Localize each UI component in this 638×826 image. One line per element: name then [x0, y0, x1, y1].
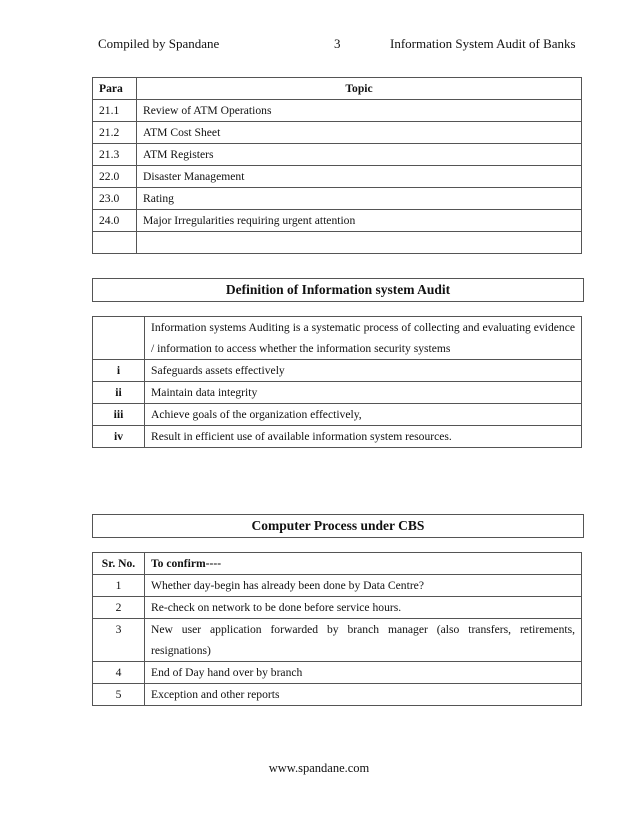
empty-cell — [137, 232, 582, 254]
item-text: Maintain data integrity — [145, 382, 582, 404]
definition-title: Definition of Information system Audit — [92, 278, 584, 302]
topic-cell: Major Irregularities requiring urgent attention — [137, 210, 582, 232]
col-header-sr: Sr. No. — [93, 553, 145, 575]
table-row — [93, 210, 582, 232]
col-header-confirm: To confirm---- — [145, 553, 582, 575]
definition-intro: Information systems Auditing is a systematic process of collecting and evaluating evidence / information to access whether the information security systems — [145, 317, 582, 360]
table-row — [93, 188, 582, 210]
footer-url: www.spandane.com — [268, 761, 370, 775]
item-number: i — [93, 360, 145, 382]
sr-cell: 2 — [93, 597, 145, 619]
empty-cell — [93, 232, 137, 254]
table-row — [93, 360, 582, 382]
confirm-cell: Whether day-begin has already been done by Data Centre? — [145, 575, 582, 597]
table-row — [93, 404, 582, 426]
topic-cell: ATM Cost Sheet — [137, 122, 582, 144]
contents-table — [92, 77, 582, 254]
para-cell: 24.0 — [93, 210, 137, 232]
table-row — [93, 100, 582, 122]
table-row — [93, 662, 582, 684]
topic-cell: Review of ATM Operations — [137, 100, 582, 122]
table-row — [93, 144, 582, 166]
col-header-para: Para — [93, 78, 137, 100]
page-header — [0, 36, 638, 56]
item-number: ii — [93, 382, 145, 404]
page-number: 3 — [334, 36, 341, 51]
item-text: Result in efficient use of available information system resources. — [145, 426, 582, 448]
table-row — [93, 166, 582, 188]
table-row — [93, 619, 582, 662]
intro-row — [93, 317, 582, 360]
table-row — [93, 122, 582, 144]
item-text: Safeguards assets effectively — [145, 360, 582, 382]
table-header-row — [93, 78, 582, 100]
confirm-cell: Re-check on network to be done before service hours. — [145, 597, 582, 619]
header-left: Compiled by Spandane — [98, 36, 220, 51]
sr-cell: 4 — [93, 662, 145, 684]
para-cell: 21.1 — [93, 100, 137, 122]
header-right: Information System Audit of Banks — [390, 36, 576, 51]
topic-cell: Rating — [137, 188, 582, 210]
sr-cell: 1 — [93, 575, 145, 597]
item-text: Achieve goals of the organization effectively, — [145, 404, 582, 426]
table-row — [93, 382, 582, 404]
definition-table — [92, 316, 582, 448]
topic-cell: ATM Registers — [137, 144, 582, 166]
para-cell: 21.3 — [93, 144, 137, 166]
item-number: iii — [93, 404, 145, 426]
sr-cell: 3 — [93, 619, 145, 662]
confirm-cell: End of Day hand over by branch — [145, 662, 582, 684]
empty-cell — [93, 317, 145, 360]
sr-cell: 5 — [93, 684, 145, 706]
table-row — [93, 426, 582, 448]
topic-cell: Disaster Management — [137, 166, 582, 188]
col-header-topic: Topic — [137, 78, 582, 100]
confirm-cell: Exception and other reports — [145, 684, 582, 706]
cbs-table — [92, 552, 582, 706]
table-row — [93, 575, 582, 597]
table-row — [93, 684, 582, 706]
para-cell: 23.0 — [93, 188, 137, 210]
table-header-row — [93, 553, 582, 575]
empty-row — [93, 232, 582, 254]
para-cell: 22.0 — [93, 166, 137, 188]
item-number: iv — [93, 426, 145, 448]
para-cell: 21.2 — [93, 122, 137, 144]
table-row — [93, 597, 582, 619]
cbs-title: Computer Process under CBS — [92, 514, 584, 538]
confirm-cell: New user application forwarded by branch manager (also transfers, retirements, resignations) — [145, 619, 582, 662]
